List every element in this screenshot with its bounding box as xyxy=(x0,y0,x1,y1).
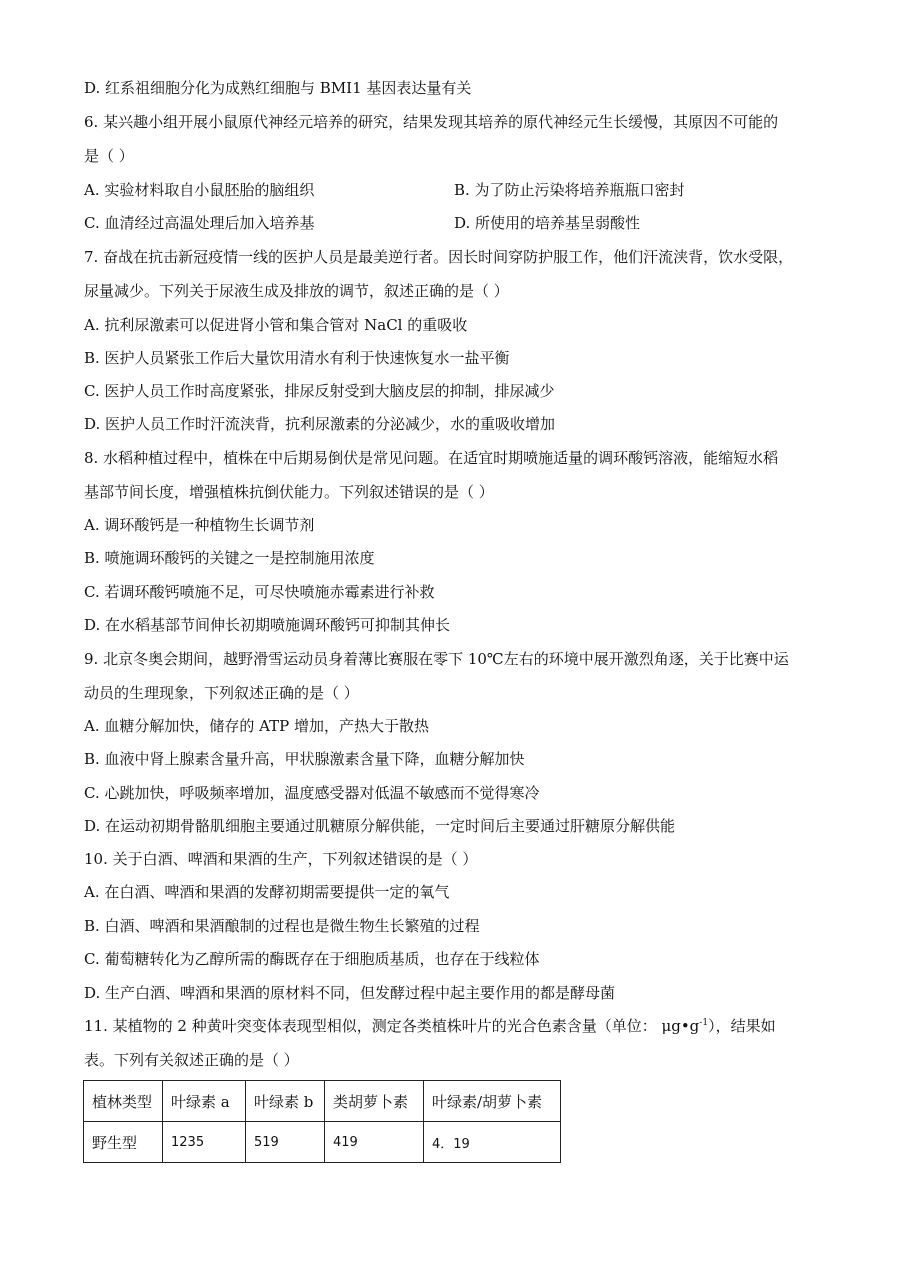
table-cell: 野生型 xyxy=(84,1122,163,1163)
pigment-table xyxy=(83,1080,561,1163)
q7-option-b: B. 医护人员紧张工作后大量饮用清水有利于快速恢复水一盐平衡 xyxy=(84,349,510,367)
q10-option-b: B. 白酒、啤酒和果酒酿制的过程也是微生物生长繁殖的过程 xyxy=(84,917,480,935)
q11-stem-line2: 表。下列有关叙述正确的是（ ） xyxy=(84,1051,299,1069)
q8-option-d: D. 在水稻基部节间伸长初期喷施调环酸钙可抑制其伸长 xyxy=(84,616,451,634)
q8-stem-line2: 基部节间长度，增强植株抗倒伏能力。下列叙述错误的是（ ） xyxy=(84,483,494,501)
q6-option-b: B. 为了防止污染将培养瓶瓶口密封 xyxy=(454,181,685,199)
q6-option-a: A. 实验材料取自小鼠胚胎的脑组织 xyxy=(84,181,315,199)
table-header-cell: 叶绿素 b xyxy=(246,1081,325,1122)
q11-stem-text-end: ），结果如 xyxy=(708,1017,776,1035)
q7-option-c: C. 医护人员工作时高度紧张，排尿反射受到大脑皮层的抑制，排尿减少 xyxy=(84,382,555,400)
q6-option-d: D. 所使用的培养基呈弱酸性 xyxy=(454,214,641,232)
table-cell: 519 xyxy=(246,1122,325,1163)
table-header-row xyxy=(84,1081,561,1122)
q11-stem-text: 11. 某植物的 2 种黄叶突变体表现型相似，测定各类植株叶片的光合色素含量（单位： μg•g xyxy=(84,1017,700,1035)
table-header-cell: 类胡萝卜素 xyxy=(325,1081,424,1122)
q6-options-row1 xyxy=(84,180,844,200)
q8-option-b: B. 喷施调环酸钙的关键之一是控制施用浓度 xyxy=(84,549,375,567)
q6-option-c: C. 血清经过高温处理后加入培养基 xyxy=(84,214,315,232)
q10-option-d: D. 生产白酒、啤酒和果酒的原材料不同，但发酵过程中起主要作用的都是酵母菌 xyxy=(84,984,616,1002)
q9-option-d: D. 在运动初期骨骼肌细胞主要通过肌糖原分解供能，一定时间后主要通过肝糖原分解供能 xyxy=(84,817,676,835)
table-cell: 4．19 xyxy=(424,1122,561,1163)
table-header-cell: 叶绿素 a xyxy=(163,1081,246,1122)
q9-stem-line1: 9. 北京冬奥会期间，越野滑雪运动员身着薄比赛服在零下 10℃左右的环境中展开激烈角逐，关于比赛中运 xyxy=(84,650,789,668)
q8-stem-line1: 8. 水稻种植过程中，植株在中后期易倒伏是常见问题。在适宜时期喷施适量的调环酸钙溶液，能缩短水稻 xyxy=(84,449,779,467)
q10-option-c: C. 葡萄糖转化为乙醇所需的酶既存在于细胞质基质，也存在于线粒体 xyxy=(84,950,540,968)
table-row xyxy=(84,1122,561,1163)
q10-option-a: A. 在白酒、啤酒和果酒的发酵初期需要提供一定的氧气 xyxy=(84,883,450,901)
q6-stem-line1: 6. 某兴趣小组开展小鼠原代神经元培养的研究，结果发现其培养的原代神经元生长缓慢，其原因不可能的 xyxy=(84,113,779,131)
q7-option-d: D. 医护人员工作时汗流浃背，抗利尿激素的分泌减少，水的重吸收增加 xyxy=(84,415,556,433)
q6-options-row2 xyxy=(84,213,844,233)
q9-stem-line2: 动员的生理现象，下列叙述正确的是（ ） xyxy=(84,684,359,702)
q10-stem: 10. 关于白酒、啤酒和果酒的生产，下列叙述错误的是（ ） xyxy=(84,850,478,868)
q8-option-c: C. 若调环酸钙喷施不足，可尽快喷施赤霉素进行补救 xyxy=(84,583,435,601)
q7-stem-line2: 尿量减少。下列关于尿液生成及排放的调节，叙述正确的是（ ） xyxy=(84,282,509,300)
q9-option-b: B. 血液中肾上腺素含量升高，甲状腺激素含量下降，血糖分解加快 xyxy=(84,750,525,768)
table-cell: 1235 xyxy=(163,1122,246,1163)
unit-superscript: -1 xyxy=(699,1018,709,1028)
table-cell: 419 xyxy=(325,1122,424,1163)
q7-option-a: A. 抗利尿激素可以促进肾小管和集合管对 NaCl 的重吸收 xyxy=(84,316,468,334)
q8-option-a: A. 调环酸钙是一种植物生长调节剂 xyxy=(84,516,315,534)
q9-option-a: A. 血糖分解加快，储存的 ATP 增加，产热大于散热 xyxy=(84,717,430,735)
q6-stem-line2: 是（ ） xyxy=(84,147,134,165)
table-header-cell: 叶绿素/胡萝卜素 xyxy=(424,1081,561,1122)
q11-stem-line1 xyxy=(84,1016,776,1036)
q7-stem-line1: 7. 奋战在抗击新冠疫情一线的医护人员是最美逆行者。因长时间穿防护服工作，他们汗流浃背，饮水受限， xyxy=(84,248,794,266)
table-header-cell: 植林类型 xyxy=(84,1081,163,1122)
q5-option-d: D. 红系祖细胞分化为成熟红细胞与 BMI1 基因表达量有关 xyxy=(84,79,472,97)
q9-option-c: C. 心跳加快，呼吸频率增加，温度感受器对低温不敏感而不觉得寒冷 xyxy=(84,784,540,802)
